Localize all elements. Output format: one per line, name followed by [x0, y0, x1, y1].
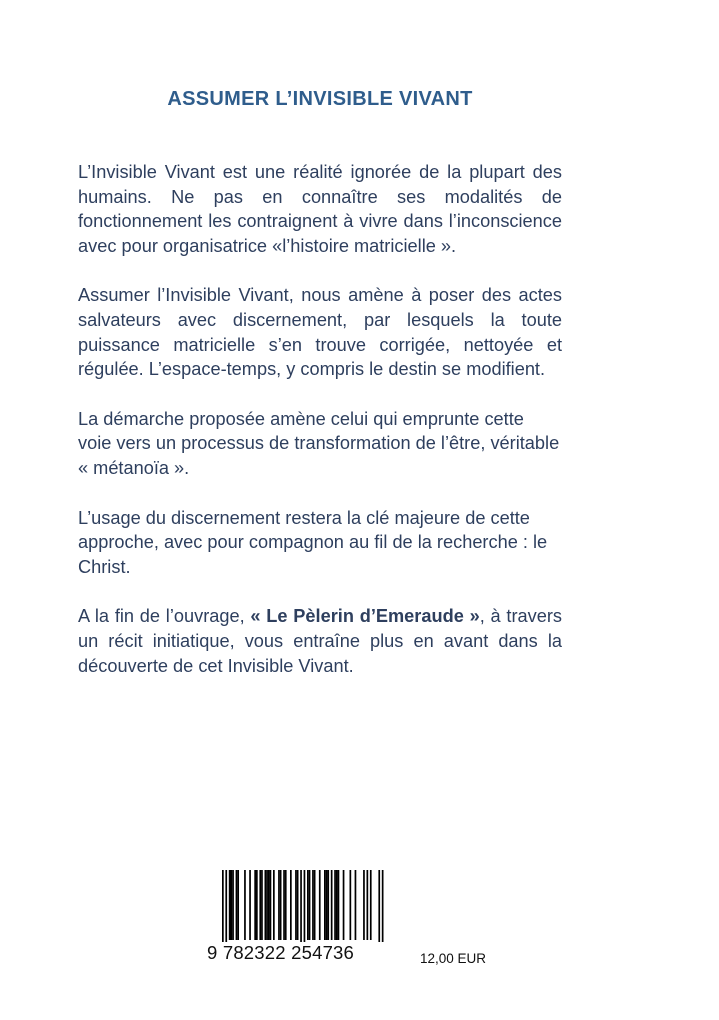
barcode-bar: [232, 870, 234, 940]
barcode-bar: [331, 870, 333, 940]
barcode-bar: [244, 870, 246, 940]
barcode-bars: [207, 870, 389, 942]
barcode-bar: [307, 870, 309, 940]
barcode-bar: [280, 870, 282, 940]
barcode-bar: [231, 870, 233, 940]
barcode-bar: [273, 870, 275, 940]
book-title: ASSUMER L’INVISIBLE VIVANT: [167, 88, 473, 110]
barcode-bar: [350, 870, 352, 940]
barcode-bar: [270, 870, 272, 940]
barcode-bar: [370, 870, 372, 940]
isbn-barcode: [207, 870, 389, 966]
barcode-bar: [266, 870, 268, 940]
barcode-bar: [309, 870, 311, 940]
paragraph-1: L’Invisible Vivant est une réalité ignorée de la plupart des humains. Ne pas en connaître ses modalités de fonctionnement les contraignent à vivre dans l’inconscience avec pour organisatrice «l’histoire matricielle ».: [78, 162, 562, 256]
barcode-bar: [268, 870, 270, 940]
isbn-number: 9 782322 254736: [207, 942, 355, 963]
paragraph-2: Assumer l’Invisible Vivant, nous amène à poser des actes salvateurs avec discernement, par lesquels la toute puissance matricielle s’en trouve corrigée, nettoyée et régulée. L’espace-temps, y compris le destin se modifient.: [78, 285, 562, 380]
barcode-bar: [382, 870, 384, 942]
barcode-bar: [265, 870, 267, 940]
barcode-bar: [295, 870, 297, 940]
barcode-bar: [261, 870, 263, 940]
barcode-bar: [314, 870, 316, 940]
barcode-bar: [278, 870, 280, 940]
price: 12,00 EUR: [420, 951, 487, 966]
barcode-bar: [363, 870, 365, 940]
barcode-bar: [336, 870, 338, 940]
barcode-bar: [236, 870, 238, 940]
barcode-bar: [290, 870, 292, 940]
barcode-bar: [338, 870, 340, 940]
barcode-bar: [343, 870, 345, 940]
barcode-bar: [249, 870, 251, 940]
barcode-bar: [319, 870, 321, 940]
barcode-bar: [304, 870, 306, 942]
back-cover-text: [78, 160, 562, 703]
barcode-bar: [312, 870, 314, 940]
barcode-bar: [326, 870, 328, 940]
barcode-bar: [334, 870, 336, 940]
barcode-bar: [367, 870, 369, 940]
barcode-bar: [285, 870, 287, 940]
barcode-bar: [225, 870, 227, 942]
barcode-bar: [254, 870, 256, 940]
paragraph-5-end: , à travers un récit initiatique, vous entraîne plus en avant dans la découverte de cet Invisible Vivant.: [78, 606, 563, 676]
barcode-bar: [283, 870, 285, 940]
paragraph-5: [78, 604, 562, 678]
barcode-bar: [300, 870, 302, 942]
barcode-bar: [327, 870, 329, 940]
barcode-bar: [237, 870, 239, 940]
barcode-bar: [355, 870, 357, 940]
barcode-bar: [259, 870, 261, 940]
barcode-bar: [324, 870, 326, 940]
barcode-bar: [222, 870, 224, 942]
paragraph-5-start: A la fin de l’ouvrage,: [78, 606, 251, 627]
barcode-bar: [297, 870, 299, 940]
barcode-bar: [229, 870, 231, 940]
book-part-title: « Le Pèlerin d’Emeraude »: [250, 606, 480, 627]
barcode-bar: [378, 870, 380, 942]
paragraph-4: L’usage du discernement restera la clé majeure de cette approche, avec pour compagnon au fil de la recherche : le Christ.: [78, 507, 548, 577]
paragraph-3: La démarche proposée amène celui qui emprunte cette voie vers un processus de transformation de l’être, véritable « métanoïa ».: [78, 408, 560, 478]
barcode-bar: [256, 870, 258, 940]
